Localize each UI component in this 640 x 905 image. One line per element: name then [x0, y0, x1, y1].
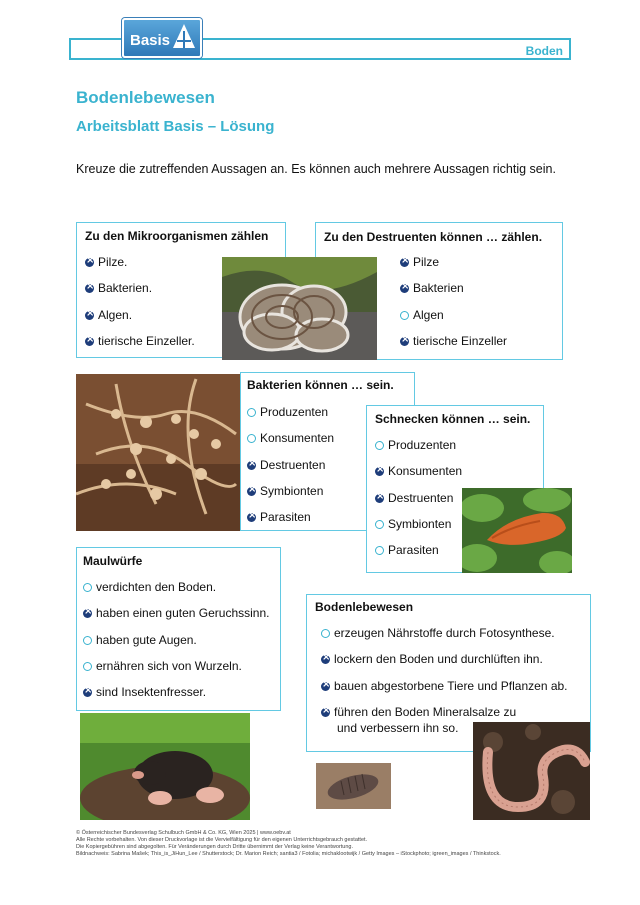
checked-circle-icon — [85, 258, 94, 267]
option-label: Bakterien. — [98, 281, 153, 295]
option-item[interactable] — [375, 491, 453, 505]
option-item[interactable] — [83, 659, 242, 673]
option-label: Pilze — [413, 255, 440, 269]
option-label: lockern den Boden und durchlüften ihn. — [334, 652, 543, 666]
option-label: führen den Boden Mineralsalze zu — [334, 705, 517, 719]
checked-circle-icon — [83, 688, 92, 697]
option-label: Algen — [413, 308, 444, 322]
option-item[interactable] — [85, 255, 127, 269]
option-item[interactable] — [321, 652, 543, 666]
option-item[interactable] — [375, 543, 439, 557]
triangle-logo-icon — [172, 23, 196, 49]
option-item[interactable] — [375, 464, 462, 478]
quiz-box-maulwurf — [76, 547, 281, 711]
option-label: Symbionten — [388, 517, 452, 531]
option-label: Bakterien — [413, 281, 464, 295]
footer-line: Alle Rechte vorbehalten. Von dieser Druckvorlage ist die Vervielfältigung für den eigenen Unterrichtsgebrauch gestattet. — [76, 837, 368, 843]
option-item[interactable] — [247, 405, 328, 419]
option-label: Konsumenten — [388, 464, 463, 478]
option-item[interactable] — [83, 685, 206, 699]
option-item[interactable] — [83, 633, 197, 647]
option-item[interactable] — [247, 431, 334, 445]
checked-circle-icon — [375, 494, 384, 503]
option-item[interactable] — [400, 281, 464, 295]
box-title: Bodenlebewesen — [315, 600, 414, 614]
option-item[interactable] — [85, 281, 152, 295]
option-label: Konsumenten — [260, 431, 335, 445]
box-title: Schnecken können … sein. — [375, 412, 531, 426]
checked-circle-icon — [247, 487, 256, 496]
option-item[interactable] — [247, 484, 323, 498]
woodlouse-photo — [316, 763, 391, 809]
empty-circle-icon — [247, 434, 256, 443]
option-item[interactable] — [85, 334, 195, 348]
checked-circle-icon — [85, 284, 94, 293]
option-label: verdichten den Boden. — [96, 580, 217, 594]
option-label: Produzenten — [260, 405, 329, 419]
option-label: tierische Einzeller — [413, 334, 508, 348]
checked-circle-icon — [400, 284, 409, 293]
option-item[interactable] — [375, 438, 456, 452]
empty-circle-icon — [83, 662, 92, 671]
checked-circle-icon — [321, 655, 330, 664]
footer-line: © Österreichischer Bundesverlag Schulbuch GmbH & Co. KG, Wien 2025 | www.oebv.at — [76, 830, 291, 836]
checked-circle-icon — [321, 682, 330, 691]
box-title: Zu den Mikroorganismen zählen — [85, 229, 269, 243]
empty-circle-icon — [375, 546, 384, 555]
option-label: Parasiten — [260, 510, 311, 524]
box-title: Bakterien können … sein. — [247, 378, 394, 392]
root-nodules-photo — [76, 374, 240, 531]
option-label: Destruenten — [388, 491, 454, 505]
option-item[interactable] — [83, 606, 269, 620]
option-label: sind Insektenfresser. — [96, 685, 207, 699]
section-label: Boden — [525, 44, 563, 58]
page-title: Bodenlebewesen — [76, 88, 215, 107]
option-item[interactable] — [83, 580, 216, 594]
option-label: Symbionten — [260, 484, 324, 498]
empty-circle-icon — [375, 520, 384, 529]
option-label: ernähren sich von Wurzeln. — [96, 659, 242, 673]
empty-circle-icon — [400, 311, 409, 320]
page-subtitle: Arbeitsblatt Basis – Lösung — [76, 118, 275, 135]
checked-circle-icon — [85, 311, 94, 320]
option-item[interactable] — [247, 458, 325, 472]
option-item[interactable] — [247, 510, 311, 524]
mole-photo — [80, 713, 250, 820]
option-item[interactable] — [400, 334, 507, 348]
option-item[interactable] — [375, 517, 451, 531]
checked-circle-icon — [247, 513, 256, 522]
box-title: Maulwürfe — [83, 554, 143, 568]
option-label: tierische Einzeller. — [98, 334, 195, 348]
option-label: Parasiten — [388, 543, 439, 557]
option-item[interactable] — [400, 255, 439, 269]
option-label: Destruenten — [260, 458, 326, 472]
checked-circle-icon — [85, 337, 94, 346]
checked-circle-icon — [400, 258, 409, 267]
checked-circle-icon — [83, 609, 92, 618]
earthworm-photo — [473, 722, 590, 820]
option-label-continued: und verbessern ihn so. — [337, 721, 459, 735]
mushroom-photo — [222, 257, 377, 360]
empty-circle-icon — [83, 583, 92, 592]
empty-circle-icon — [83, 636, 92, 645]
checked-circle-icon — [247, 461, 256, 470]
empty-circle-icon — [321, 629, 330, 638]
option-item[interactable] — [321, 679, 568, 693]
slug-photo — [462, 488, 572, 573]
footer-line: Bildnachweis: Sabrina Mašek; This_is_JiHun_Lee / Shutterstock; Dr. Marion Reich; santia3 / Fotolia; michaklootwijk / Getty Images – iStockphoto; igreen_images / Thinkstock. — [76, 851, 501, 857]
option-label: Produzenten — [388, 438, 457, 452]
option-item[interactable] — [321, 705, 516, 719]
footer-line: Die Kopiergebühren sind abgegolten. Für Veränderungen durch Dritte übernimmt der Verlag keine Verantwortung. — [76, 844, 354, 850]
basis-logo — [122, 18, 202, 58]
instruction-text: Kreuze die zutreffenden Aussagen an. Es können auch mehrere Aussagen richtig sein. — [76, 162, 556, 176]
checked-circle-icon — [321, 708, 330, 717]
option-item[interactable] — [400, 308, 444, 322]
checked-circle-icon — [400, 337, 409, 346]
option-label: Algen. — [98, 308, 133, 322]
box-title: Zu den Destruenten können … zählen. — [324, 230, 543, 244]
checked-circle-icon — [375, 467, 384, 476]
empty-circle-icon — [247, 408, 256, 417]
logo-text: Basis — [130, 32, 171, 49]
option-label: haben gute Augen. — [96, 633, 197, 647]
option-label: Pilze. — [98, 255, 128, 269]
option-item[interactable] — [321, 626, 555, 640]
option-label: bauen abgestorbene Tiere und Pflanzen ab. — [334, 679, 568, 693]
option-label: haben einen guten Geruchssinn. — [96, 606, 270, 620]
option-item[interactable] — [85, 308, 132, 322]
option-label: erzeugen Nährstoffe durch Fotosynthese. — [334, 626, 555, 640]
empty-circle-icon — [375, 441, 384, 450]
